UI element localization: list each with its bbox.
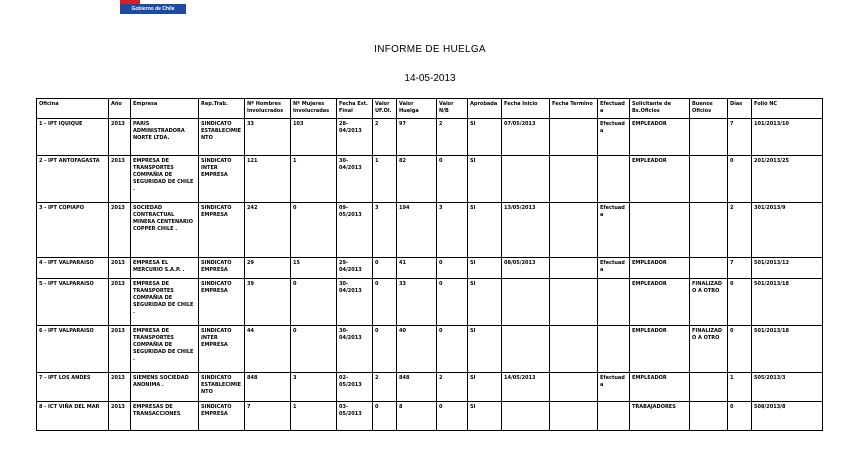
table-cell: 03-05/2013 [337,402,373,431]
table-cell: 0 [437,279,468,326]
table-cell: 1 [728,373,752,402]
table-cell: 848 [397,373,437,402]
table-cell: 501/2013/18 [752,279,823,326]
table-cell: SINDICATO EMPRESA [199,203,245,258]
table-cell: 08/05/2013 [502,258,550,279]
table-cell: 508/2013/8 [752,402,823,431]
table-cell: 33 [397,279,437,326]
table-cell: SINDICATO EMPRESA [199,402,245,431]
table-cell [630,203,690,258]
table-cell: EMPLEADOR [630,279,690,326]
table-cell: SI [468,373,502,402]
table-cell: 0 [291,203,337,258]
table-cell: 3 - IPT COPIAPO [37,203,109,258]
table-row [37,326,823,373]
table-cell: 121 [245,156,291,203]
table-cell: 15 [291,258,337,279]
table-cell: 13/05/2013 [502,203,550,258]
table-cell [550,326,598,373]
table-cell: 2013 [109,258,131,279]
table-cell: 44 [245,326,291,373]
table-cell: 2 [437,373,468,402]
table-cell [550,203,598,258]
table-cell: 8 - ICT VIÑA DEL MAR [37,402,109,431]
header-cell: Oficina [37,99,109,119]
table-cell: EMPLEADOR [630,156,690,203]
table-cell: 2 [728,203,752,258]
table-cell: EMPLEADOR [630,373,690,402]
table-cell: 2013 [109,326,131,373]
table-cell [550,258,598,279]
header-cell: Año [109,99,131,119]
table-cell: 2013 [109,119,131,156]
table-cell: 3 [437,203,468,258]
table-cell: SINDICATO ESTABLECIMIENTO [199,373,245,402]
table-cell [502,279,550,326]
table-cell: 0 [373,326,397,373]
table-cell: Efectuada [598,119,630,156]
table-cell: FINALIZADO A OTRO [690,279,728,326]
table-cell: 1 [291,402,337,431]
table-cell: 6 - IPT VALPARAISO [37,326,109,373]
table-cell: 8 [397,402,437,431]
table-cell: 301/2013/9 [752,203,823,258]
table-cell: 242 [245,203,291,258]
strike-report-table [36,98,823,431]
table-cell: EMPRESA DE TRANSPORTES COMPAÑIA DE SEGURIDAD DE CHILE . [131,156,199,203]
table-cell [502,326,550,373]
table-cell: 30-04/2013 [337,156,373,203]
table-cell: 0 [373,258,397,279]
table-row [37,279,823,326]
logo-text: Gobierno de Chile [120,4,186,14]
header-cell: Empresa [131,99,199,119]
table-cell: SI [468,279,502,326]
table-cell: 0 [728,402,752,431]
table-cell: 101/2013/10 [752,119,823,156]
table-cell: 501/2013/12 [752,258,823,279]
table-cell: 7 [728,258,752,279]
table-row [37,373,823,402]
table-cell: 1 [291,156,337,203]
table-cell: 2 [437,119,468,156]
table-cell: 3 [291,373,337,402]
table-cell: 39 [245,279,291,326]
table-cell: 30-04/2013 [337,279,373,326]
table-cell: 7 - IPT LOS ANDES [37,373,109,402]
table-cell: 7 [245,402,291,431]
header-cell: Folio NC [752,99,823,119]
table-cell: 97 [397,119,437,156]
table-cell [550,373,598,402]
table-cell [550,119,598,156]
table-cell: PARIS ADMINISTRADORA NORTE LTDA. [131,119,199,156]
table-cell: EMPRESA DE TRANSPORTES COMPAÑIA DE SEGURIDAD DE CHILE . [131,326,199,373]
table-cell [690,203,728,258]
table-cell: 103 [291,119,337,156]
table-cell: 505/2013/3 [752,373,823,402]
table-cell: 201/2013/25 [752,156,823,203]
header-cell: Aprobada [468,99,502,119]
table-cell: 30-04/2013 [337,326,373,373]
table-row [37,203,823,258]
table-cell: SI [468,402,502,431]
table-row [37,156,823,203]
table-cell: 40 [397,326,437,373]
table-cell: 29 [245,258,291,279]
table-cell [550,402,598,431]
header-cell: Valor N/B [437,99,468,119]
table-row [37,258,823,279]
table-cell: 28-04/2013 [337,119,373,156]
table-cell: 501/2013/18 [752,326,823,373]
table-cell: Efectuada [598,258,630,279]
table-cell: 848 [245,373,291,402]
table-cell: 2013 [109,402,131,431]
header-cell: Valor Huelga [397,99,437,119]
table-cell: 2013 [109,279,131,326]
table-cell [598,156,630,203]
table-cell: SIEMENS SOCIEDAD ANONIMA . [131,373,199,402]
table-cell [690,402,728,431]
table-cell: EMPRESA DE TRANSPORTES COMPAÑIA DE SEGURIDAD DE CHILE . [131,279,199,326]
table-cell: 29-04/2013 [337,258,373,279]
table-cell [690,119,728,156]
table-cell: 2 [373,119,397,156]
table-cell: 0 [373,279,397,326]
table-cell: 09-05/2013 [337,203,373,258]
table-cell [690,258,728,279]
table-cell: 33 [245,119,291,156]
table-cell: 0 [728,326,752,373]
table-cell: 0 [437,258,468,279]
table-cell: 0 [291,326,337,373]
table-cell: 1 [373,156,397,203]
table-cell: EMPRESAS DE TRANSACCIONES [131,402,199,431]
report-date: 14-05-2013 [404,73,456,84]
table-cell: 7 [728,119,752,156]
header-cell: Solicitante de Bs.Oficios [630,99,690,119]
table-row [37,402,823,431]
table-cell: 2013 [109,156,131,203]
table-cell: SI [468,156,502,203]
header-cell: Días [728,99,752,119]
table-cell: SINDICATO ESTABLECIMIENTO [199,119,245,156]
table-cell [690,156,728,203]
government-logo [120,0,186,14]
table-cell [550,156,598,203]
logo-red-stripe [120,0,140,4]
table-cell: 0 [728,279,752,326]
table-row [37,119,823,156]
table-header-row [37,99,823,119]
table-cell [598,326,630,373]
header-cell: Fecha Termino [550,99,598,119]
table-cell: 2 - IPT ANTOFAGASTA [37,156,109,203]
table-cell: 194 [397,203,437,258]
header-cell: Buenos Oficios [690,99,728,119]
report-title: INFORME DE HUELGA [374,44,486,55]
header-cell: Rep.Trab. [199,99,245,119]
header-cell: Efectuada [598,99,630,119]
table-cell: 1 - IPT IQUIQUE [37,119,109,156]
table-cell [598,279,630,326]
table-cell: EMPLEADOR [630,258,690,279]
table-cell: EMPRESA EL MERCURIO S.A.P. . [131,258,199,279]
table-cell: SI [468,258,502,279]
table-cell: 82 [397,156,437,203]
table-cell: SINDICATO EMPRESA [199,258,245,279]
table-cell: TRABAJADORES [630,402,690,431]
table-cell: SINDICATO INTER EMPRESA [199,326,245,373]
table-cell: 0 [728,156,752,203]
table-cell: 41 [397,258,437,279]
header-cell: Nº Hombres Involucrados [245,99,291,119]
table-cell [502,156,550,203]
header-cell: Nº Mujeres Involucradas [291,99,337,119]
table-cell: Efectuada [598,203,630,258]
table-cell: 14/05/2013 [502,373,550,402]
table-cell: SINDICATO INTER EMPRESA [199,156,245,203]
table-cell: 0 [437,156,468,203]
table-cell: 0 [437,402,468,431]
table-cell [598,402,630,431]
header-cell: Valor UF.Ol. [373,99,397,119]
header-cell: Fecha Est. Final [337,99,373,119]
table-cell: SOCIEDAD CONTRACTUAL MINERA CENTENARIO COPPER CHILE . [131,203,199,258]
table-cell: 07/05/2013 [502,119,550,156]
table-cell [690,373,728,402]
table-cell: 2013 [109,373,131,402]
table-cell: 02-05/2013 [337,373,373,402]
table-cell: 5 - IPT VALPARAISO [37,279,109,326]
table-cell: SI [468,326,502,373]
table-cell: FINALIZADO A OTRO [690,326,728,373]
table-cell [550,279,598,326]
table-cell: 4 - IPT VALPARAISO [37,258,109,279]
header-cell: Fecha Inicio [502,99,550,119]
table-cell: 0 [437,326,468,373]
table-cell [502,402,550,431]
table-cell: 2 [373,373,397,402]
table-cell: Efectuada [598,373,630,402]
table-cell: EMPLEADOR [630,326,690,373]
table-cell: 0 [373,402,397,431]
table-cell: EMPLEADOR [630,119,690,156]
table-cell: 2013 [109,203,131,258]
table-cell: SI [468,203,502,258]
table-cell: 3 [373,203,397,258]
table-cell: 0 [291,279,337,326]
table-cell: SI [468,119,502,156]
table-cell: SINDICATO EMPRESA [199,279,245,326]
